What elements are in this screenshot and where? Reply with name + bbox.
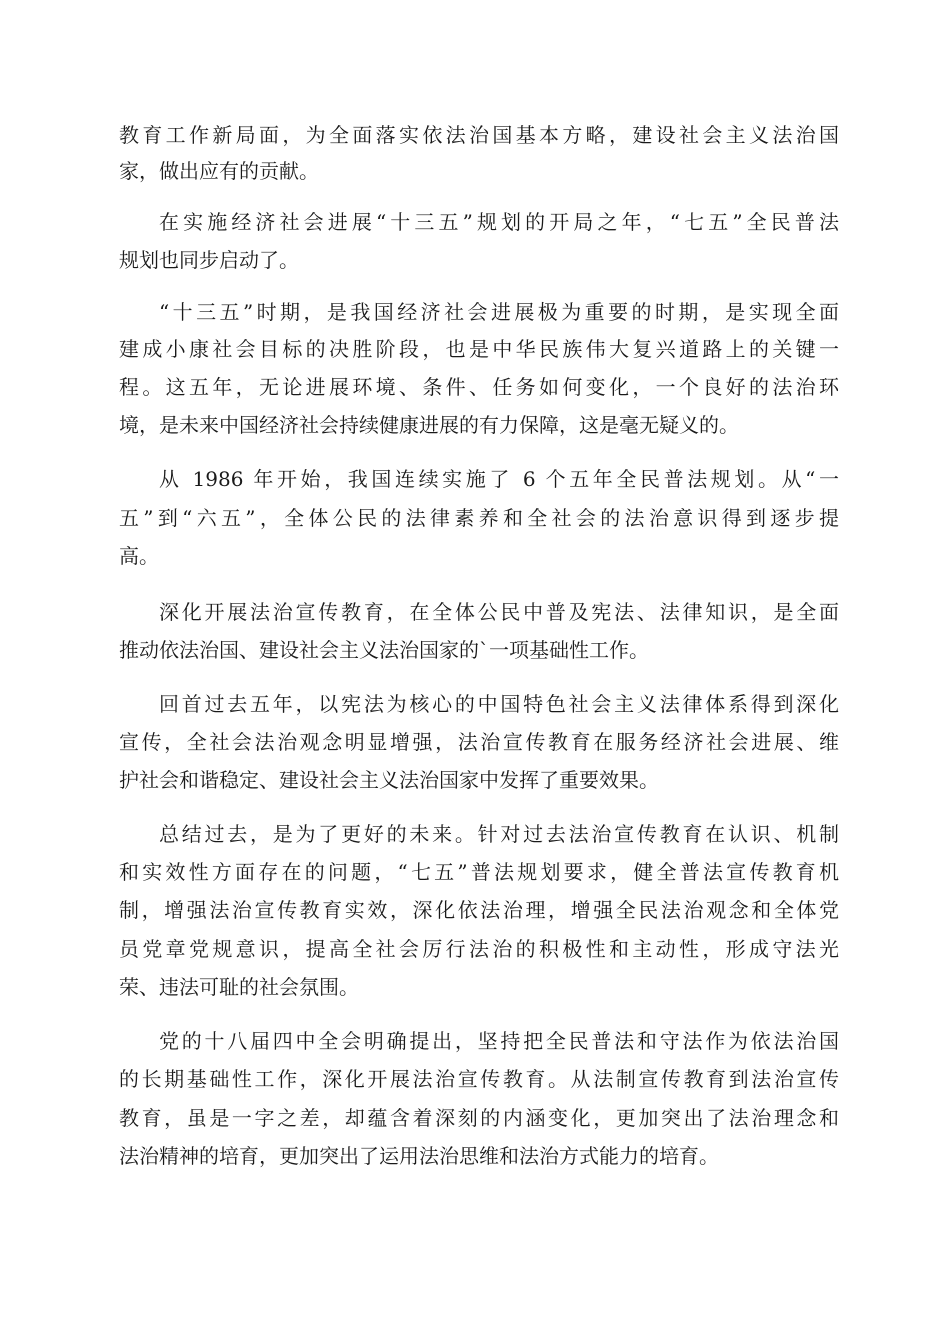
text-line: 家，做出应有的贡献。 bbox=[119, 159, 319, 183]
text-line: 高。 bbox=[119, 544, 159, 568]
text-line: 深化开展法治宣传教育，在全体公民中普及宪法、法律知识，是全面 bbox=[159, 600, 839, 624]
text-line: 法治精神的培育，更加突出了运用法治思维和法治方式能力的培育。 bbox=[119, 1144, 719, 1168]
text-line: 推动依法治国、建设社会主义法治国家的`一项基础性工作。 bbox=[119, 638, 649, 662]
text-line: 宣传，全社会法治观念明显增强，法治宣传教育在服务经济社会进展、维 bbox=[119, 730, 839, 754]
text-line: 境，是未来中国经济社会持续健康进展的有力保障，这是毫无疑义的。 bbox=[119, 413, 739, 437]
text-line: 从 1986 年开始，我国连续实施了 6 个五年全民普法规划。从“一 bbox=[159, 467, 839, 491]
text-line: 教育，虽是一字之差，却蕴含着深刻的内涵变化，更加突出了法治理念和 bbox=[119, 1106, 839, 1130]
text-line: 党的十八届四中全会明确提出，坚持把全民普法和守法作为依法治国 bbox=[159, 1029, 839, 1053]
text-line: 程。这五年，无论进展环境、条件、任务如何变化，一个良好的法治环 bbox=[119, 375, 839, 399]
text-line: 和实效性方面存在的问题，“七五”普法规划要求，健全普法宣传教育机 bbox=[119, 860, 839, 884]
text-line: 护社会和谐稳定、建设社会主义法治国家中发挥了重要效果。 bbox=[119, 768, 659, 792]
text-line: 制，增强法治宣传教育实效，深化依法治理，增强全民法治观念和全体党 bbox=[119, 898, 839, 922]
text-line: 员党章党规意识，提高全社会厉行法治的积极性和主动性，形成守法光 bbox=[119, 937, 839, 961]
text-line: 总结过去，是为了更好的未来。针对过去法治宣传教育在认识、机制 bbox=[159, 822, 839, 846]
text-line: 回首过去五年，以宪法为核心的中国特色社会主义法律体系得到深化 bbox=[159, 692, 839, 716]
text-line: 教育工作新局面，为全面落实依法治国基本方略，建设社会主义法治国 bbox=[119, 123, 839, 147]
text-line: 的长期基础性工作，深化开展法治宣传教育。从法制宣传教育到法治宣传 bbox=[119, 1067, 839, 1091]
text-line: “十三五”时期，是我国经济社会进展极为重要的时期，是实现全面 bbox=[159, 300, 839, 324]
text-line: 荣、违法可耻的社会氛围。 bbox=[119, 975, 359, 999]
text-line: 规划也同步启动了。 bbox=[119, 248, 299, 272]
text-line: 五”到“六五”，全体公民的法律素养和全社会的法治意识得到逐步提 bbox=[119, 506, 839, 530]
text-line: 在实施经济社会进展“十三五”规划的开局之年，“七五”全民普法 bbox=[159, 210, 839, 234]
text-line: 建成小康社会目标的决胜阶段，也是中华民族伟大复兴道路上的关键一 bbox=[119, 337, 839, 361]
